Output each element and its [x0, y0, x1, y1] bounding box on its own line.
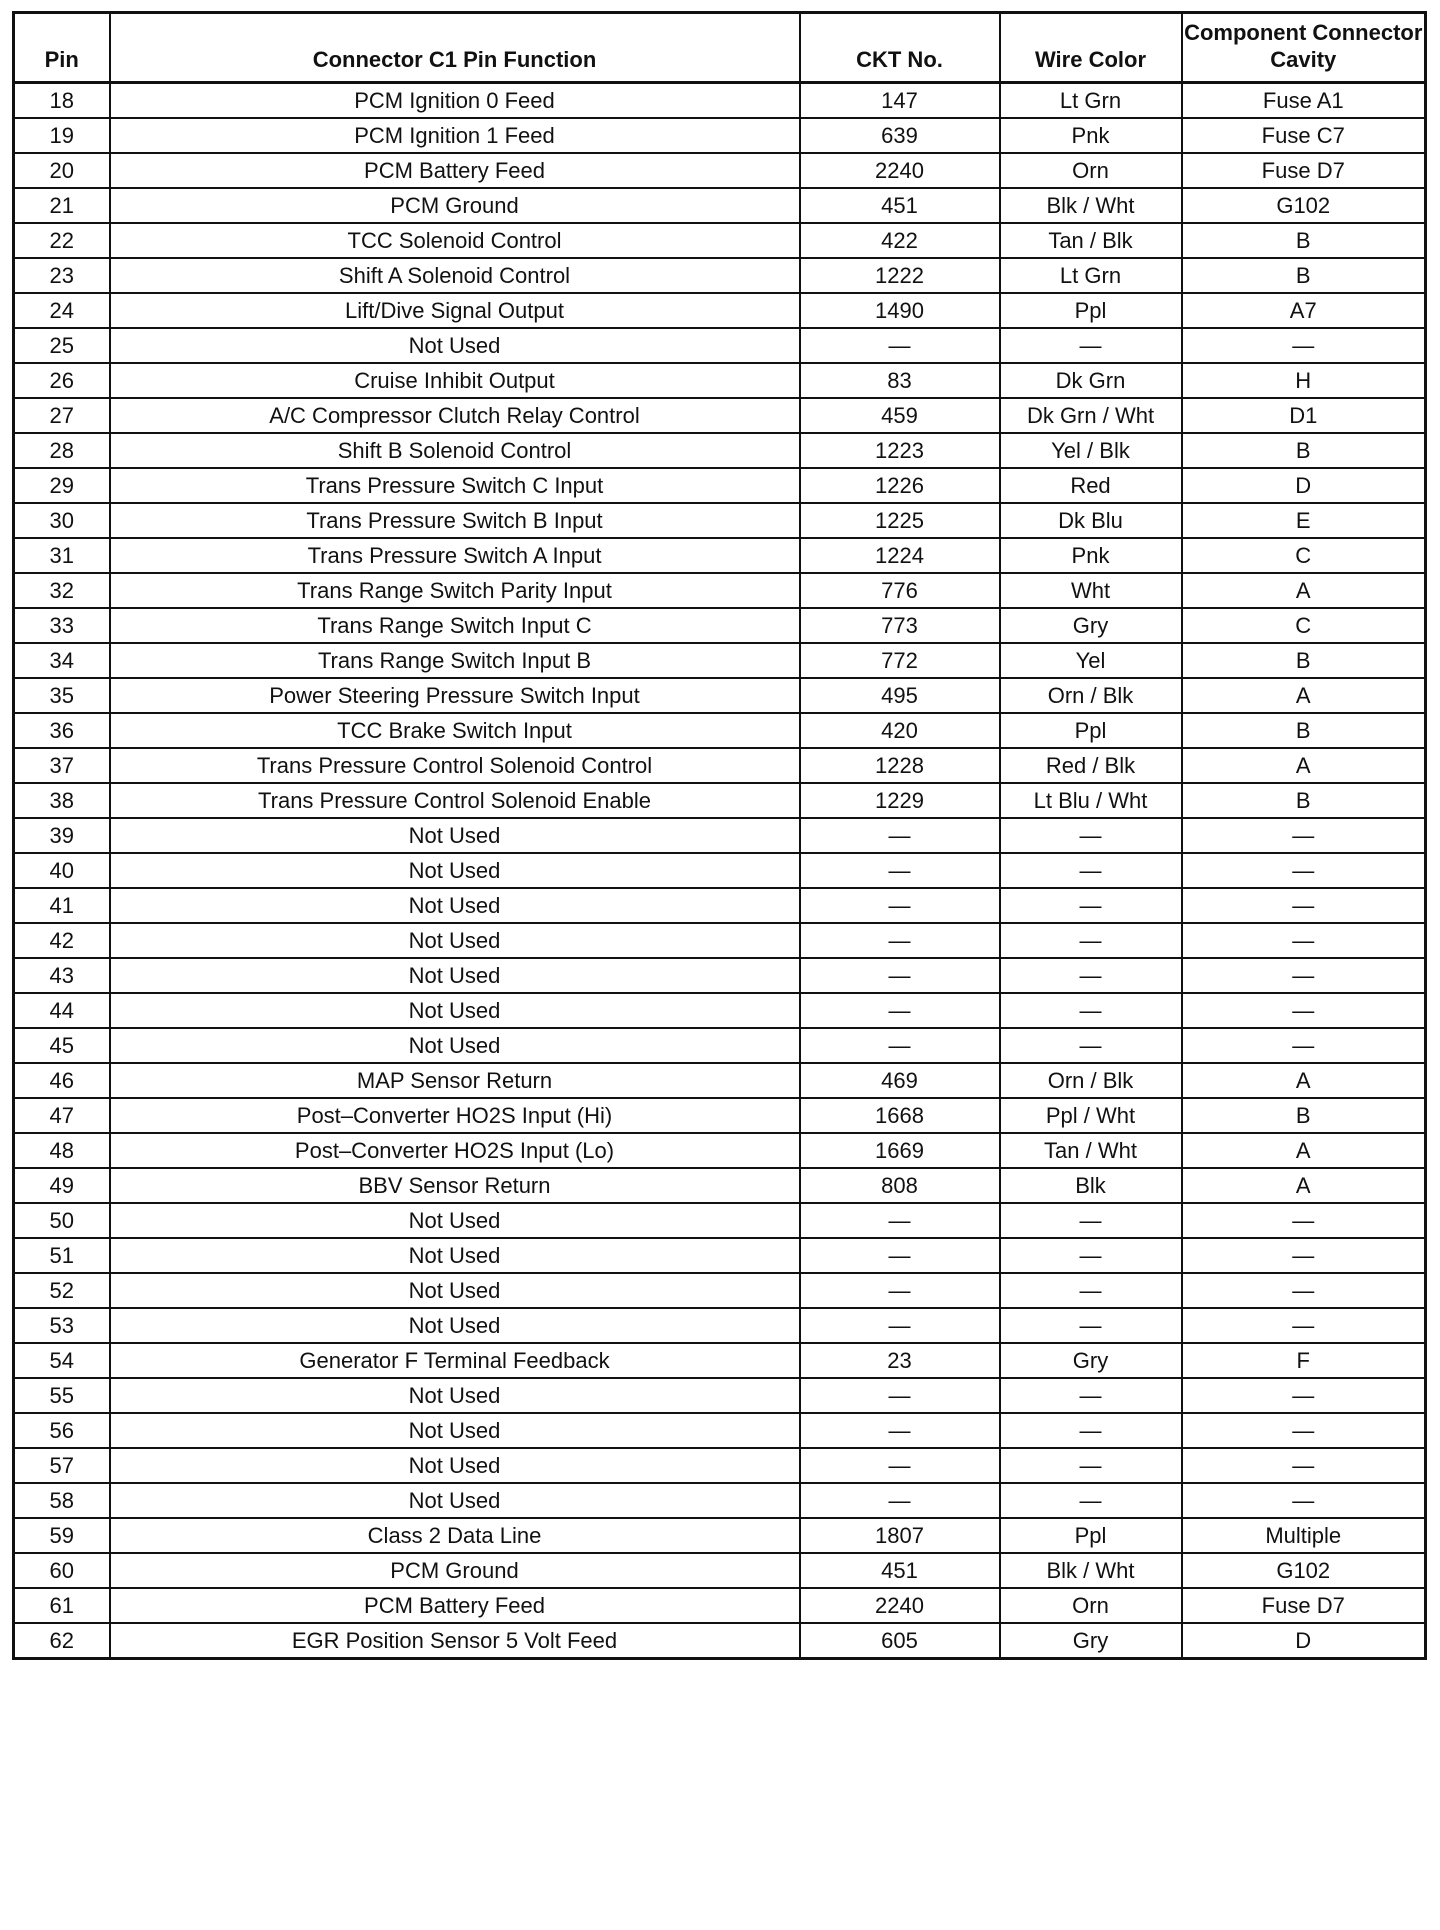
header-ckt: CKT No. — [800, 13, 1000, 83]
cell-wire-color: — — [1000, 1273, 1182, 1308]
table-row — [14, 783, 1426, 818]
cell-ckt: 147 — [800, 83, 1000, 119]
cell-wire-color: Yel / Blk — [1000, 433, 1182, 468]
cell-cavity: A — [1182, 1168, 1426, 1203]
cell-wire-color: — — [1000, 853, 1182, 888]
cell-function: Not Used — [110, 958, 800, 993]
table-row — [14, 1518, 1426, 1553]
cell-ckt: 808 — [800, 1168, 1000, 1203]
table-row — [14, 1168, 1426, 1203]
cell-wire-color: Gry — [1000, 1623, 1182, 1659]
cell-wire-color: Ppl — [1000, 293, 1182, 328]
table-row — [14, 328, 1426, 363]
cell-cavity: B — [1182, 1098, 1426, 1133]
cell-ckt: 459 — [800, 398, 1000, 433]
table-row — [14, 188, 1426, 223]
cell-pin: 49 — [14, 1168, 110, 1203]
cell-cavity: B — [1182, 433, 1426, 468]
cell-pin: 27 — [14, 398, 110, 433]
cell-pin: 59 — [14, 1518, 110, 1553]
cell-cavity: D — [1182, 468, 1426, 503]
cell-function: PCM Ignition 0 Feed — [110, 83, 800, 119]
cell-pin: 35 — [14, 678, 110, 713]
cell-pin: 21 — [14, 188, 110, 223]
cell-ckt: 605 — [800, 1623, 1000, 1659]
table-row — [14, 608, 1426, 643]
cell-wire-color: Dk Blu — [1000, 503, 1182, 538]
table-header — [14, 13, 1426, 83]
cell-pin: 18 — [14, 83, 110, 119]
cell-wire-color: Ppl / Wht — [1000, 1098, 1182, 1133]
cell-pin: 38 — [14, 783, 110, 818]
cell-function: Not Used — [110, 1238, 800, 1273]
cell-pin: 29 — [14, 468, 110, 503]
cell-ckt: — — [800, 1203, 1000, 1238]
cell-wire-color: — — [1000, 923, 1182, 958]
cell-function: MAP Sensor Return — [110, 1063, 800, 1098]
cell-wire-color: — — [1000, 993, 1182, 1028]
cell-pin: 50 — [14, 1203, 110, 1238]
cell-ckt: 1226 — [800, 468, 1000, 503]
cell-ckt: 1228 — [800, 748, 1000, 783]
cell-function: Not Used — [110, 1273, 800, 1308]
cell-ckt: — — [800, 818, 1000, 853]
cell-wire-color: Lt Grn — [1000, 83, 1182, 119]
cell-ckt: — — [800, 1413, 1000, 1448]
cell-pin: 22 — [14, 223, 110, 258]
cell-wire-color: Orn — [1000, 1588, 1182, 1623]
cell-function: Lift/Dive Signal Output — [110, 293, 800, 328]
cell-pin: 48 — [14, 1133, 110, 1168]
cell-wire-color: — — [1000, 958, 1182, 993]
cell-function: EGR Position Sensor 5 Volt Feed — [110, 1623, 800, 1659]
cell-wire-color: Red / Blk — [1000, 748, 1182, 783]
cell-ckt: 451 — [800, 1553, 1000, 1588]
cell-pin: 25 — [14, 328, 110, 363]
cell-cavity: B — [1182, 713, 1426, 748]
cell-cavity: Fuse C7 — [1182, 118, 1426, 153]
table-row — [14, 1028, 1426, 1063]
table-row — [14, 958, 1426, 993]
cell-function: Generator F Terminal Feedback — [110, 1343, 800, 1378]
cell-ckt: 1229 — [800, 783, 1000, 818]
cell-wire-color: — — [1000, 1483, 1182, 1518]
cell-cavity: G102 — [1182, 1553, 1426, 1588]
table-row — [14, 1448, 1426, 1483]
cell-pin: 58 — [14, 1483, 110, 1518]
cell-function: Trans Pressure Switch A Input — [110, 538, 800, 573]
cell-function: Shift A Solenoid Control — [110, 258, 800, 293]
cell-wire-color: Ppl — [1000, 1518, 1182, 1553]
table-row — [14, 1413, 1426, 1448]
header-function: Connector C1 Pin Function — [110, 13, 800, 83]
table-row — [14, 363, 1426, 398]
cell-ckt: — — [800, 923, 1000, 958]
cell-wire-color: Orn / Blk — [1000, 1063, 1182, 1098]
cell-wire-color: Lt Grn — [1000, 258, 1182, 293]
cell-pin: 60 — [14, 1553, 110, 1588]
table-row — [14, 118, 1426, 153]
cell-pin: 47 — [14, 1098, 110, 1133]
cell-pin: 46 — [14, 1063, 110, 1098]
table-row — [14, 1588, 1426, 1623]
cell-cavity: D — [1182, 1623, 1426, 1659]
cell-function: Post–Converter HO2S Input (Lo) — [110, 1133, 800, 1168]
cell-function: Class 2 Data Line — [110, 1518, 800, 1553]
table-row — [14, 503, 1426, 538]
cell-ckt: 1223 — [800, 433, 1000, 468]
table-row — [14, 678, 1426, 713]
cell-function: PCM Battery Feed — [110, 153, 800, 188]
table-row — [14, 713, 1426, 748]
cell-cavity: — — [1182, 328, 1426, 363]
cell-cavity: A — [1182, 748, 1426, 783]
cell-function: Shift B Solenoid Control — [110, 433, 800, 468]
connector-pin-table — [12, 11, 1427, 1660]
cell-ckt: — — [800, 1238, 1000, 1273]
cell-pin: 56 — [14, 1413, 110, 1448]
table-row — [14, 258, 1426, 293]
cell-wire-color: — — [1000, 1238, 1182, 1273]
table-row — [14, 83, 1426, 119]
cell-pin: 30 — [14, 503, 110, 538]
cell-function: Not Used — [110, 1483, 800, 1518]
cell-function: Not Used — [110, 328, 800, 363]
table-row — [14, 223, 1426, 258]
cell-cavity: — — [1182, 1273, 1426, 1308]
cell-function: BBV Sensor Return — [110, 1168, 800, 1203]
cell-pin: 57 — [14, 1448, 110, 1483]
cell-cavity: A — [1182, 1133, 1426, 1168]
cell-function: PCM Battery Feed — [110, 1588, 800, 1623]
cell-cavity: — — [1182, 923, 1426, 958]
table-row — [14, 853, 1426, 888]
cell-pin: 36 — [14, 713, 110, 748]
cell-wire-color: Dk Grn / Wht — [1000, 398, 1182, 433]
cell-wire-color: Wht — [1000, 573, 1182, 608]
cell-ckt: — — [800, 853, 1000, 888]
cell-pin: 54 — [14, 1343, 110, 1378]
cell-ckt: — — [800, 888, 1000, 923]
cell-pin: 20 — [14, 153, 110, 188]
table-row — [14, 153, 1426, 188]
cell-pin: 62 — [14, 1623, 110, 1659]
cell-ckt: — — [800, 958, 1000, 993]
cell-wire-color: Gry — [1000, 608, 1182, 643]
table-row — [14, 818, 1426, 853]
cell-wire-color: Pnk — [1000, 118, 1182, 153]
header-row — [14, 13, 1426, 83]
cell-function: Not Used — [110, 1413, 800, 1448]
cell-wire-color: Lt Blu / Wht — [1000, 783, 1182, 818]
header-pin: Pin — [14, 13, 110, 83]
cell-pin: 28 — [14, 433, 110, 468]
cell-cavity: Fuse D7 — [1182, 1588, 1426, 1623]
table-row — [14, 433, 1426, 468]
cell-cavity: — — [1182, 958, 1426, 993]
cell-wire-color: Gry — [1000, 1343, 1182, 1378]
cell-pin: 42 — [14, 923, 110, 958]
cell-pin: 33 — [14, 608, 110, 643]
cell-function: Post–Converter HO2S Input (Hi) — [110, 1098, 800, 1133]
cell-cavity: — — [1182, 818, 1426, 853]
cell-pin: 44 — [14, 993, 110, 1028]
cell-cavity: A — [1182, 573, 1426, 608]
cell-wire-color: Blk / Wht — [1000, 1553, 1182, 1588]
table-body — [14, 83, 1426, 1659]
cell-wire-color: — — [1000, 1448, 1182, 1483]
cell-cavity: C — [1182, 538, 1426, 573]
cell-wire-color: Tan / Wht — [1000, 1133, 1182, 1168]
table-row — [14, 1238, 1426, 1273]
cell-ckt: 776 — [800, 573, 1000, 608]
cell-ckt: 83 — [800, 363, 1000, 398]
cell-cavity: F — [1182, 1343, 1426, 1378]
cell-ckt: — — [800, 328, 1000, 363]
table-row — [14, 293, 1426, 328]
cell-cavity: Fuse A1 — [1182, 83, 1426, 119]
cell-pin: 61 — [14, 1588, 110, 1623]
table-row — [14, 1378, 1426, 1413]
cell-ckt: 639 — [800, 118, 1000, 153]
header-wire-color: Wire Color — [1000, 13, 1182, 83]
cell-cavity: B — [1182, 643, 1426, 678]
cell-function: Power Steering Pressure Switch Input — [110, 678, 800, 713]
cell-cavity: — — [1182, 1238, 1426, 1273]
cell-wire-color: Red — [1000, 468, 1182, 503]
cell-pin: 51 — [14, 1238, 110, 1273]
cell-function: TCC Brake Switch Input — [110, 713, 800, 748]
cell-cavity: — — [1182, 1308, 1426, 1343]
table-row — [14, 1273, 1426, 1308]
cell-cavity: — — [1182, 1413, 1426, 1448]
cell-cavity: — — [1182, 888, 1426, 923]
cell-cavity: G102 — [1182, 188, 1426, 223]
cell-wire-color: Blk / Wht — [1000, 188, 1182, 223]
cell-function: Not Used — [110, 993, 800, 1028]
cell-ckt: 1668 — [800, 1098, 1000, 1133]
cell-function: Not Used — [110, 818, 800, 853]
cell-wire-color: Orn / Blk — [1000, 678, 1182, 713]
cell-ckt: — — [800, 1308, 1000, 1343]
cell-function: Not Used — [110, 888, 800, 923]
cell-function: Not Used — [110, 1308, 800, 1343]
cell-ckt: 420 — [800, 713, 1000, 748]
table-row — [14, 1133, 1426, 1168]
cell-wire-color: Tan / Blk — [1000, 223, 1182, 258]
cell-function: PCM Ground — [110, 1553, 800, 1588]
table-row — [14, 748, 1426, 783]
cell-wire-color: — — [1000, 328, 1182, 363]
cell-function: Trans Pressure Switch C Input — [110, 468, 800, 503]
cell-function: TCC Solenoid Control — [110, 223, 800, 258]
cell-ckt: 1224 — [800, 538, 1000, 573]
cell-function: Trans Range Switch Input B — [110, 643, 800, 678]
cell-ckt: — — [800, 1483, 1000, 1518]
cell-ckt: 772 — [800, 643, 1000, 678]
cell-function: Trans Range Switch Input C — [110, 608, 800, 643]
cell-function: Not Used — [110, 1203, 800, 1238]
cell-cavity: — — [1182, 1378, 1426, 1413]
cell-ckt: 1222 — [800, 258, 1000, 293]
table-row — [14, 468, 1426, 503]
cell-function: PCM Ignition 1 Feed — [110, 118, 800, 153]
cell-cavity: B — [1182, 783, 1426, 818]
table-row — [14, 573, 1426, 608]
table-row — [14, 1483, 1426, 1518]
cell-ckt: 773 — [800, 608, 1000, 643]
table-row — [14, 1623, 1426, 1659]
cell-pin: 19 — [14, 118, 110, 153]
cell-wire-color: — — [1000, 1378, 1182, 1413]
cell-wire-color: — — [1000, 818, 1182, 853]
cell-function: Trans Range Switch Parity Input — [110, 573, 800, 608]
cell-function: A/C Compressor Clutch Relay Control — [110, 398, 800, 433]
cell-ckt: 1807 — [800, 1518, 1000, 1553]
cell-pin: 32 — [14, 573, 110, 608]
cell-cavity: E — [1182, 503, 1426, 538]
cell-wire-color: — — [1000, 1308, 1182, 1343]
cell-cavity: — — [1182, 1203, 1426, 1238]
cell-function: Not Used — [110, 1028, 800, 1063]
cell-function: Trans Pressure Control Solenoid Control — [110, 748, 800, 783]
cell-cavity: — — [1182, 853, 1426, 888]
table-row — [14, 1098, 1426, 1133]
cell-ckt: 23 — [800, 1343, 1000, 1378]
cell-function: Trans Pressure Control Solenoid Enable — [110, 783, 800, 818]
table-row — [14, 398, 1426, 433]
cell-cavity: Multiple — [1182, 1518, 1426, 1553]
table-row — [14, 1343, 1426, 1378]
cell-function: Not Used — [110, 1448, 800, 1483]
cell-pin: 43 — [14, 958, 110, 993]
cell-pin: 24 — [14, 293, 110, 328]
cell-wire-color: — — [1000, 1203, 1182, 1238]
cell-ckt: 2240 — [800, 1588, 1000, 1623]
cell-cavity: B — [1182, 223, 1426, 258]
table-row — [14, 1203, 1426, 1238]
cell-cavity: A — [1182, 678, 1426, 713]
cell-function: Not Used — [110, 853, 800, 888]
cell-ckt: — — [800, 1273, 1000, 1308]
cell-pin: 41 — [14, 888, 110, 923]
cell-ckt: 1669 — [800, 1133, 1000, 1168]
cell-wire-color: Blk — [1000, 1168, 1182, 1203]
cell-cavity: A7 — [1182, 293, 1426, 328]
cell-cavity: A — [1182, 1063, 1426, 1098]
cell-pin: 40 — [14, 853, 110, 888]
cell-cavity: H — [1182, 363, 1426, 398]
cell-ckt: — — [800, 1448, 1000, 1483]
header-cavity: Component Connector Cavity — [1182, 13, 1426, 83]
cell-function: Trans Pressure Switch B Input — [110, 503, 800, 538]
cell-ckt: 2240 — [800, 153, 1000, 188]
cell-function: Not Used — [110, 1378, 800, 1413]
cell-ckt: — — [800, 1028, 1000, 1063]
cell-pin: 23 — [14, 258, 110, 293]
cell-cavity: Fuse D7 — [1182, 153, 1426, 188]
table-row — [14, 923, 1426, 958]
cell-wire-color: Dk Grn — [1000, 363, 1182, 398]
cell-wire-color: Ppl — [1000, 713, 1182, 748]
cell-wire-color: — — [1000, 1028, 1182, 1063]
cell-ckt: 1225 — [800, 503, 1000, 538]
cell-pin: 37 — [14, 748, 110, 783]
cell-ckt: 451 — [800, 188, 1000, 223]
cell-cavity: — — [1182, 993, 1426, 1028]
table-row — [14, 538, 1426, 573]
cell-wire-color: — — [1000, 888, 1182, 923]
cell-function: Cruise Inhibit Output — [110, 363, 800, 398]
cell-wire-color: Orn — [1000, 153, 1182, 188]
cell-ckt: 495 — [800, 678, 1000, 713]
cell-pin: 26 — [14, 363, 110, 398]
cell-ckt: 469 — [800, 1063, 1000, 1098]
cell-function: Not Used — [110, 923, 800, 958]
cell-function: PCM Ground — [110, 188, 800, 223]
cell-pin: 31 — [14, 538, 110, 573]
cell-wire-color: Pnk — [1000, 538, 1182, 573]
cell-pin: 34 — [14, 643, 110, 678]
cell-wire-color: — — [1000, 1413, 1182, 1448]
cell-cavity: — — [1182, 1028, 1426, 1063]
cell-cavity: D1 — [1182, 398, 1426, 433]
table-row — [14, 1308, 1426, 1343]
table-row — [14, 993, 1426, 1028]
table-row — [14, 1553, 1426, 1588]
cell-cavity: — — [1182, 1483, 1426, 1518]
cell-pin: 45 — [14, 1028, 110, 1063]
cell-pin: 55 — [14, 1378, 110, 1413]
table-row — [14, 643, 1426, 678]
cell-ckt: — — [800, 993, 1000, 1028]
cell-cavity: B — [1182, 258, 1426, 293]
cell-pin: 39 — [14, 818, 110, 853]
cell-pin: 53 — [14, 1308, 110, 1343]
cell-wire-color: Yel — [1000, 643, 1182, 678]
cell-ckt: — — [800, 1378, 1000, 1413]
cell-cavity: — — [1182, 1448, 1426, 1483]
cell-ckt: 422 — [800, 223, 1000, 258]
cell-pin: 52 — [14, 1273, 110, 1308]
cell-ckt: 1490 — [800, 293, 1000, 328]
table-row — [14, 888, 1426, 923]
cell-cavity: C — [1182, 608, 1426, 643]
table-row — [14, 1063, 1426, 1098]
